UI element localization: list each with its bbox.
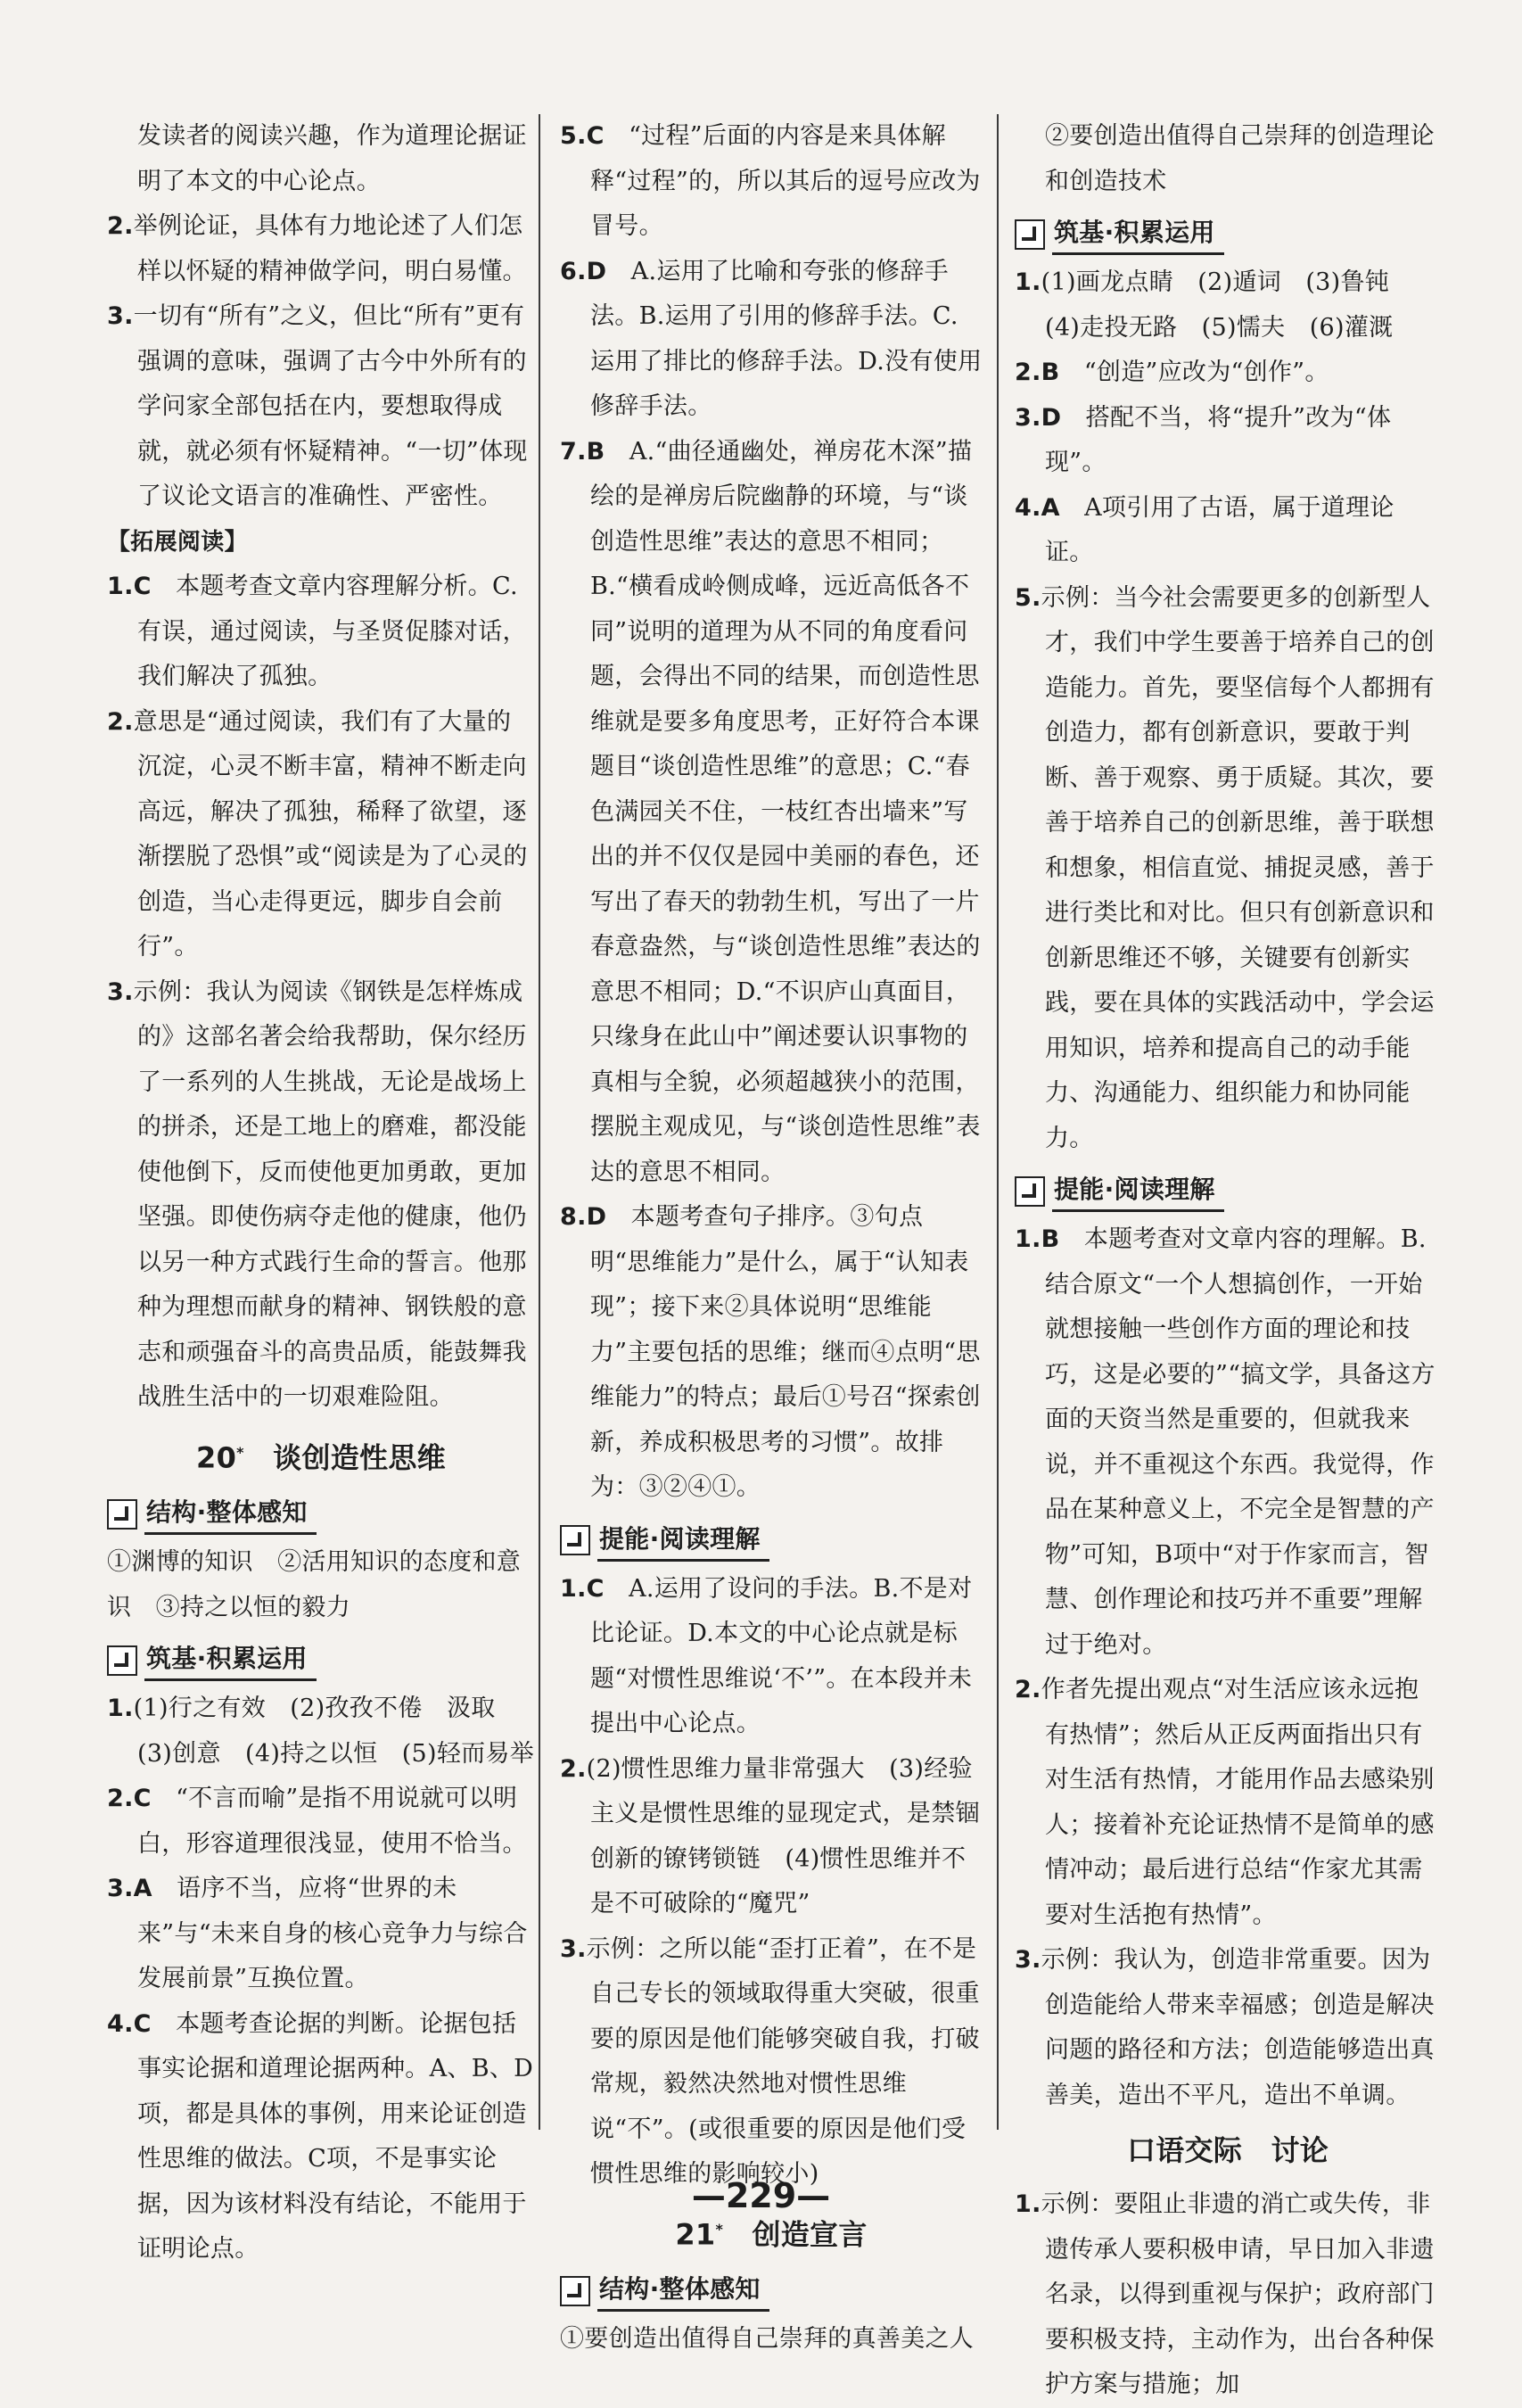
section-badge	[107, 1639, 535, 1681]
top-items	[560, 114, 983, 1511]
item-text: 一切有“所有”之义，但比“所有”更有强调的意味，强调了古今中外所有的学问家全部包括在内，要想取得成就，就必须有怀疑精神。“一切”体现了议论文语言的准确性、严密性。	[133, 302, 528, 510]
item-number: 3.D	[1015, 403, 1062, 432]
item-text: 搭配不当，将“提升”改为“体现”。	[1045, 403, 1392, 476]
item-text: 语序不当，应将“世界的未来”与“未来自身的核心竞争力与综合发展前景”互换位置。	[137, 1875, 528, 1993]
item-number: 3.	[560, 1934, 587, 1963]
item-text: 示例：之所以能“歪打正着”，在不是自己专长的领域取得重大突破，很重要的原因是他们能够突破自我，打破常规，毅然决然地对惯性思维说“不”。(或很重要的原因是他们受惯性思维的影响较小)	[586, 1934, 980, 2188]
item-text: “创造”应改为“创作”。	[1059, 359, 1329, 386]
lesson-mark: *	[236, 1443, 244, 1461]
section-title: 结构·整体感知	[144, 1493, 317, 1535]
reading-items	[1015, 1217, 1441, 2118]
item-text: A.“曲径通幽处，禅房花木深”描绘的是禅房后院幽静的环境，与“谈创造性思维”表达的意思不相同；B.“横看成岭侧成峰，远近高低各不同”说明的道理为从不同的角度看问题，会得出不同的结果，而创造性思维就是要多角度思考，正好符合本课题目“谈创造性思维”的意思；C.“春色满园关不住，一枝红杏出墙来”写出的并不仅仅是园中美丽的春色，还写出了春天的勃勃生机，写出了一片春意盎然，与“谈创造性思维”表达的意思不相同；D.“不识庐山真面目，只缘身在此山中”阐述要认识事物的真相与全貌，必须超越狭小的范围，摆脱主观成见，与“谈创造性思维”表达的意思不相同。	[590, 437, 981, 1186]
top-items	[107, 204, 535, 520]
item-number: 3.A	[107, 1875, 152, 1903]
item-text: (1)画龙点睛 (2)遁词 (3)鲁钝 (4)走投无路 (5)懦夫 (6)灌溉	[1041, 268, 1414, 342]
item-number: 3.	[1015, 1946, 1041, 1974]
answer-item	[107, 1777, 535, 1867]
item-number: 3.	[107, 977, 134, 1006]
answer-item	[107, 565, 535, 700]
item-text: 示例：我认为，创造非常重要。因为创造能给人带来幸福感；创造是解决问题的路径和方法；创造能够造出真善美，造出不平凡，造出不单调。	[1041, 1946, 1435, 2109]
column-middle	[560, 114, 983, 2363]
section-title: 提能·阅读理解	[597, 1520, 769, 1562]
answer-item	[107, 2002, 535, 2272]
answer-item	[107, 294, 535, 520]
lesson-title	[107, 1426, 535, 1485]
item-text: 示例：当今社会需要更多的创新型人才，我们中学生要善于培养自己的创造能力。首先，要坚信每个人都拥有创造力，都有创新意识，要敢于判断、善于观察、勇于质疑。其次，要善于培养自己的创新思维，善于联想和想象，相信直觉、捕捉灵感，善于进行类比和对比。但只有创新意识和创新思维还不够，关键要有创新实践，要在具体的实践活动中，学会运用知识，培养和提高自己的动手能力、沟通能力、组织能力和协同能力。	[1041, 583, 1435, 1152]
item-number: 7.B	[560, 437, 605, 466]
paragraph-continued: 发读者的阅读兴趣，作为道理论据证明了本文的中心论点。	[137, 122, 527, 195]
item-number: 1.C	[560, 1574, 605, 1603]
answer-item	[107, 700, 535, 970]
item-text: 本题考查句子排序。③句点明“思维能力”是什么，属于“认知表现”；接下来②具体说明“思维能力”主要包括的思维；继而④点明“思维能力”的特点；最后①号召“探索创新，养成积极思考的习惯”。故排为：③②④①。	[590, 1203, 981, 1501]
extended-reading-items	[107, 565, 535, 1421]
answer-item	[1015, 2182, 1441, 2408]
item-text: 示例：我认为阅读《钢铁是怎样炼成的》这部名著会给我帮助，保尔经历了一系列的人生挑战，无论是战场上的拼杀，还是工地上的磨难，都没能使他倒下，反而使他更加勇敢，更加坚强。即使伤病夺走他的健康，他仍以另一种方式践行生命的誓言。他那种为理想而献身的精神、钢铁般的意志和顽强奋斗的高贵品质，能鼓舞我战胜生活中的一切艰难险阻。	[133, 977, 527, 1411]
lesson-number: 21	[675, 2217, 716, 2252]
item-text: A.运用了设问的手法。B.不是对比论证。D.本文的中心论点就是标题“对惯性思维说‘不’”。在本段并未提出中心论点。	[590, 1574, 973, 1737]
column-left	[107, 114, 535, 2272]
item-text: 举例论证，具体有力地论述了人们怎样以怀疑的精神做学问，明白易懂。	[133, 212, 527, 285]
item-text: “不言而喻”是指不用说就可以明白，形容道理很浅显，使用不恰当。	[137, 1785, 527, 1858]
reading-items	[560, 1567, 983, 2198]
section-badge	[560, 2270, 983, 2312]
column-right	[1015, 114, 1441, 2408]
item-text: A项引用了古语，属于道理论证。	[1045, 493, 1394, 566]
item-number: 1.	[107, 1695, 134, 1723]
answer-item	[107, 1867, 535, 2002]
item-text: 意思是“通过阅读，我们有了大量的沉淀，心灵不断丰富，精神不断走向高远，解决了孤独，稀释了欲望，逐渐摆脱了恐惧”或“阅读是为了心灵的创造，当心走得更远，脚步自会前行”。	[133, 707, 528, 961]
answer-item	[1015, 576, 1441, 1162]
arrow-corner-icon	[560, 1525, 590, 1555]
page-number: —229—	[691, 2176, 831, 2215]
item-number: 2.	[560, 1754, 587, 1783]
section-badge	[1015, 213, 1441, 255]
item-number: 1.	[1015, 268, 1041, 296]
answer-item	[107, 970, 535, 1421]
item-text: 本题考查文章内容理解分析。C.有误，通过阅读，与圣贤促膝对话，我们解决了孤独。	[137, 573, 527, 690]
column-divider	[539, 114, 540, 2130]
lesson-mark: *	[715, 2220, 724, 2238]
section-badge	[1015, 1170, 1441, 1212]
answer-item	[1015, 486, 1441, 576]
item-number: 1.C	[107, 573, 152, 600]
structure-text: ①要创造出值得自己崇拜的真善美之人	[560, 2325, 975, 2354]
item-number: 2.B	[1015, 359, 1060, 386]
item-number: 1.B	[1015, 1225, 1060, 1253]
lesson-name: 谈创造性思维	[273, 1440, 446, 1475]
item-number: 1.	[1015, 2190, 1041, 2218]
extended-reading-heading: 【拓展阅读】	[107, 528, 248, 556]
item-number: 2.	[1015, 1676, 1041, 1703]
section-title: 提能·阅读理解	[1052, 1170, 1224, 1212]
item-number: 5.	[1015, 583, 1041, 612]
oral-communication-title: 口语交际 讨论	[1126, 2133, 1329, 2167]
answer-item	[1015, 1217, 1441, 1668]
answer-item	[560, 1927, 983, 2198]
item-number: 8.D	[560, 1203, 607, 1231]
item-number: 5.C	[560, 122, 605, 150]
lesson-number: 20	[196, 1440, 237, 1475]
item-text: 本题考查论据的判断。论据包括事实论据和道理论据两种。A、B、D项，都是具体的事例，用来论证创造性思维的做法。C项，不是事实论据，因为该材料没有结论，不能用于证明论点。	[137, 2009, 534, 2264]
answer-item	[560, 1567, 983, 1747]
section-title: 筑基·积累运用	[1052, 213, 1224, 255]
item-text: A.运用了比喻和夸张的修辞手法。B.运用了引用的修辞手法。C.运用了排比的修辞手法。D.没有使用修辞手法。	[590, 257, 983, 420]
answer-item	[1015, 260, 1441, 350]
item-number: 2.	[107, 212, 134, 240]
item-number: 2.	[107, 707, 134, 736]
section-badge	[107, 1493, 535, 1535]
arrow-corner-icon	[560, 2276, 590, 2306]
answer-item	[560, 250, 983, 430]
arrow-corner-icon	[107, 1499, 137, 1530]
item-number: 6.D	[560, 257, 607, 285]
answer-item	[1015, 1668, 1441, 1938]
section-badge	[560, 1520, 983, 1562]
item-number: 2.C	[107, 1785, 152, 1813]
item-text: (1)行之有效 (2)孜孜不倦 汲取 (3)创意 (4)持之以恒 (5)轻而易举	[133, 1695, 535, 1768]
item-text: 作者先提出观点“对生活应该永远抱有热情”；然后从正反两面指出只有对生活有热情，才能用作品去感染别人；接着补充论证热情不是简单的感情冲动；最后进行总结“作家尤其需要对生活抱有热情”。	[1041, 1676, 1435, 1929]
answer-item	[560, 114, 983, 250]
answer-item	[1015, 1938, 1441, 2118]
oral-items	[1015, 2182, 1441, 2408]
structure-text-continued: ②要创造出值得自己崇拜的创造理论和创造技术	[1045, 122, 1435, 195]
item-number: 4.C	[107, 2009, 152, 2038]
section-title: 结构·整体感知	[597, 2270, 769, 2312]
answer-item	[560, 1195, 983, 1511]
item-number: 3.	[107, 302, 134, 330]
item-text: 本题考查对文章内容的理解。B.结合原文“一个人想搞创作，一开始就想接触一些创作方面的理论和技巧，这是必要的”“搞文学，具备这方面的天资当然是重要的，但就我来说，并不重视这个东西。我觉得，作品在某种意义上，不完全是智慧的产物”可知，B项中“对于作家而言，智慧、创作理论和技巧并不重要”理解过于绝对。	[1045, 1225, 1436, 1659]
arrow-corner-icon	[1015, 219, 1045, 250]
section-title: 筑基·积累运用	[144, 1639, 317, 1681]
item-number: 4.A	[1015, 493, 1060, 522]
column-divider	[997, 114, 999, 2130]
structure-text: ①渊博的知识 ②活用知识的态度和意识 ③持之以恒的毅力	[107, 1548, 522, 1621]
item-text: (2)惯性思维力量非常强大 (3)经验主义是惯性思维的显现定式，是禁锢创新的镣铐锁链 (4)惯性思维并不是不可破除的“魔咒”	[586, 1754, 980, 1917]
answer-item	[107, 1686, 535, 1777]
item-text: “过程”后面的内容是来具体解释“过程”的，所以其后的逗号应改为冒号。	[590, 122, 981, 240]
item-text: 示例：要阻止非遗的消亡或失传，非遗传承人要积极申请，早日加入非遗名录，以得到重视与保护；政府部门要积极支持，主动作为，出台各种保护方案与措施；加	[1041, 2190, 1435, 2398]
answer-item	[1015, 350, 1441, 396]
answer-item	[560, 1747, 983, 1927]
lesson-name: 创造宣言	[752, 2217, 868, 2252]
basic-items	[1015, 260, 1441, 1161]
arrow-corner-icon	[1015, 1176, 1045, 1207]
answer-item	[107, 204, 535, 294]
answer-item	[560, 430, 983, 1196]
arrow-corner-icon	[107, 1645, 137, 1676]
answer-item	[1015, 396, 1441, 486]
